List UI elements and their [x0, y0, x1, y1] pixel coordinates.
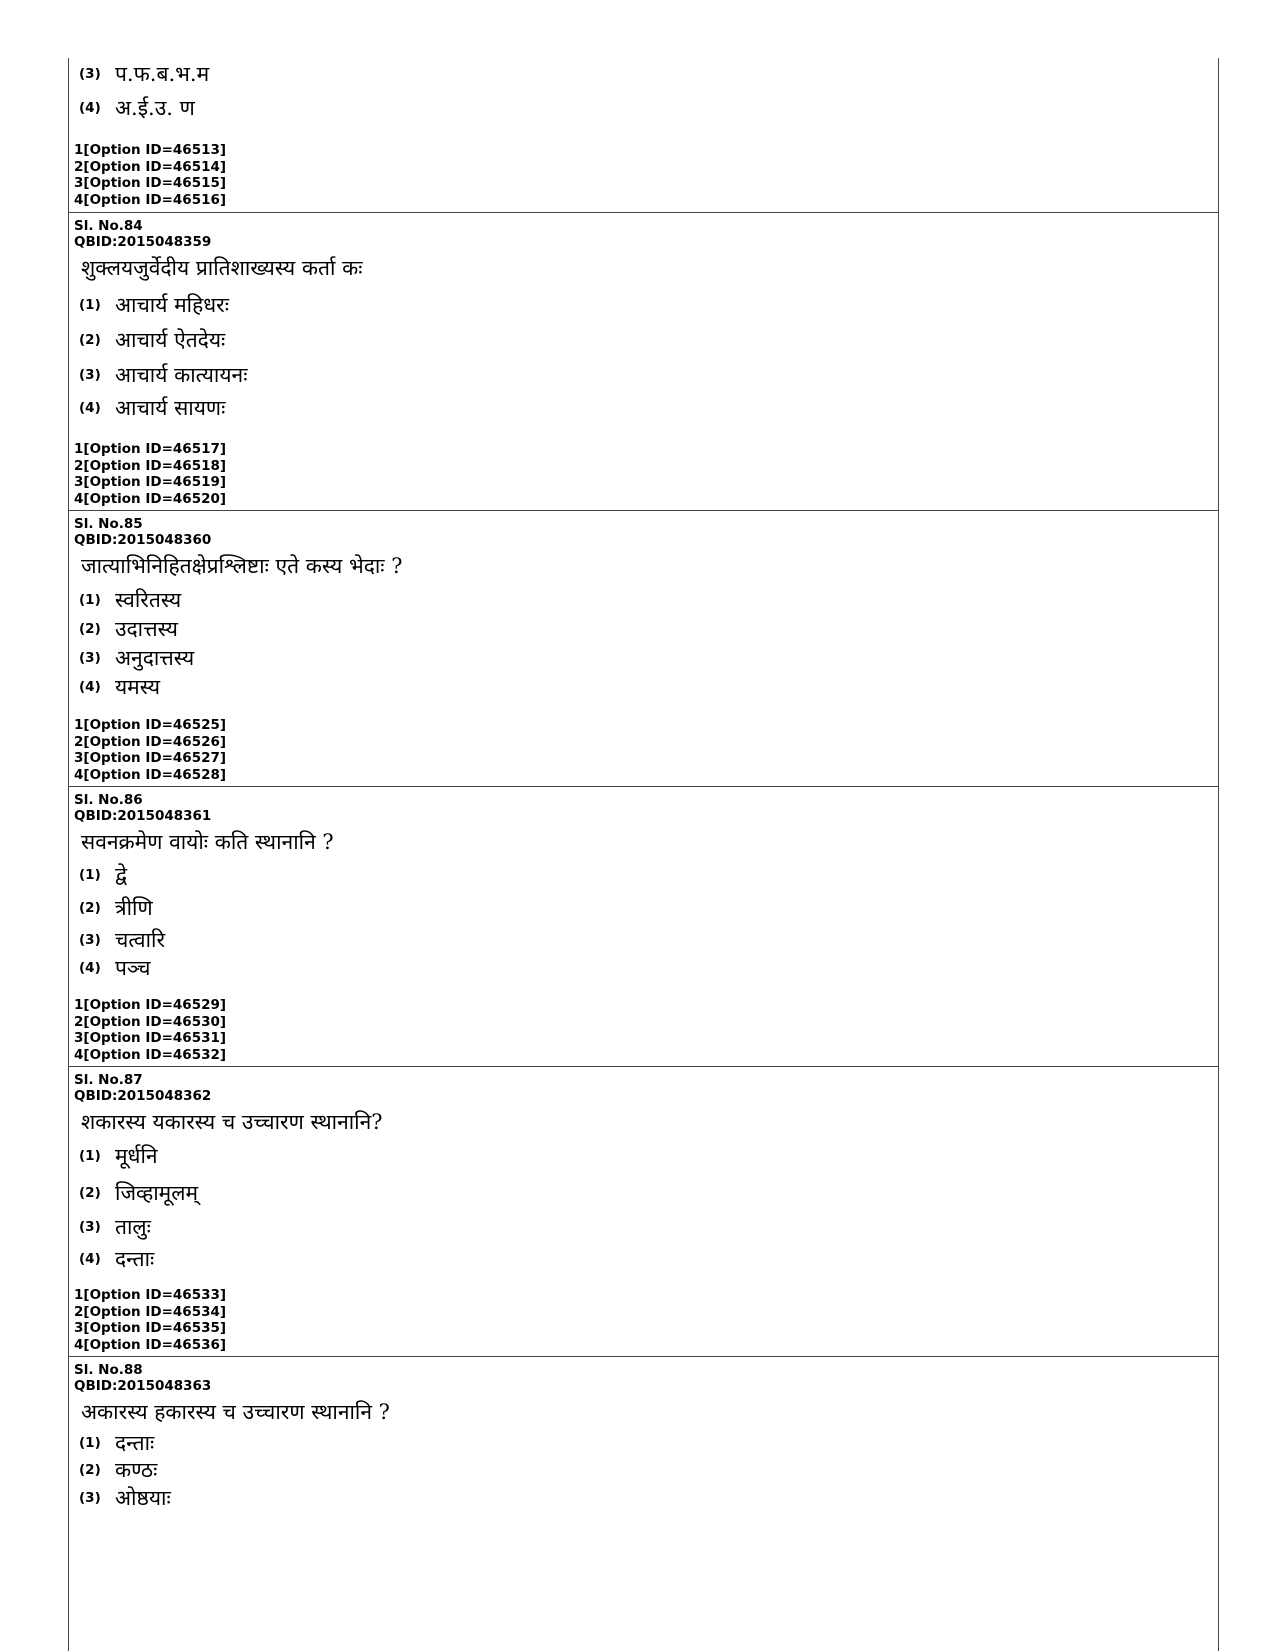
- option-id: 2[Option ID=46526]: [74, 733, 227, 750]
- question-text: जात्याभिनिहितक्षेप्रश्लिष्टाः एते कस्य भेदाः ?: [81, 554, 403, 578]
- option-number: (3): [79, 932, 101, 948]
- option-text: आचार्य सायणः: [115, 396, 226, 420]
- option-text: कण्ठः: [115, 1458, 158, 1482]
- option-number: (2): [79, 332, 101, 348]
- option-number: (2): [79, 1185, 101, 1201]
- option-text: मूर्धनि: [115, 1144, 158, 1168]
- option-number: (1): [79, 867, 101, 883]
- option-id: 4[Option ID=46528]: [74, 766, 227, 783]
- option-id: 3[Option ID=46519]: [74, 474, 227, 490]
- option-ids: [74, 142, 226, 208]
- option-text: त्रीणि: [115, 896, 153, 920]
- qbid: QBID:2015048359: [74, 234, 212, 250]
- qbid: QBID:2015048362: [74, 1088, 212, 1104]
- option-number: (4): [79, 400, 101, 416]
- option-id: 1[Option ID=46529]: [74, 997, 227, 1013]
- question-text: शकारस्य यकारस्य च उच्चारण स्थानानि?: [81, 1110, 383, 1134]
- option-number: (4): [79, 679, 101, 695]
- option-text: अनुदात्तस्य: [115, 646, 195, 670]
- serial-number: Sl. No.88: [74, 1362, 143, 1378]
- question-meta: [74, 218, 211, 250]
- option-id: 1[Option ID=46513]: [74, 142, 227, 158]
- option-ids: [74, 997, 226, 1063]
- question-83-continuation: [69, 58, 1218, 212]
- option-number: (4): [79, 100, 101, 116]
- option-id: 3[Option ID=46535]: [74, 1320, 227, 1336]
- option-number: (1): [79, 1148, 101, 1164]
- option-text: चत्वारि: [115, 928, 166, 952]
- option-text: दन्ताः: [115, 1247, 155, 1271]
- option-ids: [74, 441, 226, 507]
- option-id: 3[Option ID=46527]: [74, 750, 227, 766]
- option-id: 2[Option ID=46514]: [74, 158, 227, 175]
- option-number: (1): [79, 1435, 101, 1451]
- option-number: (2): [79, 1462, 101, 1478]
- question-meta: [74, 792, 211, 824]
- option-text: आचार्य कात्यायनः: [115, 363, 248, 387]
- option-number: (2): [79, 621, 101, 637]
- option-number: (1): [79, 592, 101, 608]
- option-number: (3): [79, 1490, 101, 1506]
- option-text: जिव्हामूलम्: [115, 1181, 199, 1205]
- question-block-85: [69, 510, 1218, 787]
- option-number: (4): [79, 960, 101, 976]
- option-text: दन्ताः: [115, 1431, 155, 1455]
- option-text: अ.ई.उ. ण: [115, 96, 195, 120]
- option-id: 4[Option ID=46520]: [74, 490, 227, 507]
- option-number: (3): [79, 1219, 101, 1235]
- option-id: 2[Option ID=46534]: [74, 1303, 227, 1320]
- question-table: [68, 58, 1219, 1651]
- option-text: प.फ.ब.भ.म: [115, 62, 210, 86]
- option-text: तालुः: [115, 1215, 151, 1239]
- serial-number: Sl. No.85: [74, 516, 143, 532]
- option-id: 1[Option ID=46517]: [74, 441, 227, 457]
- option-id: 4[Option ID=46516]: [74, 191, 227, 208]
- question-block-86: [69, 786, 1218, 1067]
- option-id: 4[Option ID=46536]: [74, 1336, 227, 1353]
- option-text: आचार्य महिधरः: [115, 293, 229, 317]
- option-text: पञ्च: [115, 956, 151, 980]
- option-number: (3): [79, 367, 101, 383]
- option-ids: [74, 717, 226, 783]
- option-id: 4[Option ID=46532]: [74, 1046, 227, 1063]
- option-id: 1[Option ID=46533]: [74, 1287, 227, 1303]
- question-block-84: [69, 212, 1218, 511]
- option-id: 1[Option ID=46525]: [74, 717, 227, 733]
- option-id: 3[Option ID=46531]: [74, 1030, 227, 1046]
- question-meta: [74, 1072, 211, 1104]
- option-id: 3[Option ID=46515]: [74, 175, 227, 191]
- option-number: (3): [79, 650, 101, 666]
- qbid: QBID:2015048360: [74, 532, 212, 548]
- option-text: स्वरितस्य: [115, 588, 182, 612]
- option-number: (4): [79, 1251, 101, 1267]
- option-text: ओष्ठयाः: [115, 1486, 171, 1510]
- qbid: QBID:2015048361: [74, 808, 212, 824]
- serial-number: Sl. No.87: [74, 1072, 143, 1088]
- option-number: (2): [79, 900, 101, 916]
- question-text: अकारस्य हकारस्य च उच्चारण स्थानानि ?: [81, 1400, 390, 1424]
- option-id: 2[Option ID=46518]: [74, 457, 227, 474]
- option-number: (1): [79, 297, 101, 313]
- option-text: द्वे: [115, 863, 128, 887]
- question-block-88: [69, 1356, 1218, 1652]
- option-number: (3): [79, 66, 101, 82]
- serial-number: Sl. No.86: [74, 792, 143, 808]
- option-text: उदात्तस्य: [115, 617, 178, 641]
- serial-number: Sl. No.84: [74, 218, 143, 234]
- question-text: सवनक्रमेण वायोः कति स्थानानि ?: [81, 830, 334, 854]
- option-text: यमस्य: [115, 675, 161, 699]
- option-id: 2[Option ID=46530]: [74, 1013, 227, 1030]
- question-meta: [74, 1362, 211, 1394]
- option-ids: [74, 1287, 226, 1353]
- question-text: शुक्लयजुर्वेदीय प्रातिशाख्यस्य कर्ता कः: [81, 256, 363, 280]
- option-text: आचार्य ऐतदेयः: [115, 328, 226, 352]
- question-meta: [74, 516, 211, 548]
- question-block-87: [69, 1066, 1218, 1357]
- qbid: QBID:2015048363: [74, 1378, 212, 1394]
